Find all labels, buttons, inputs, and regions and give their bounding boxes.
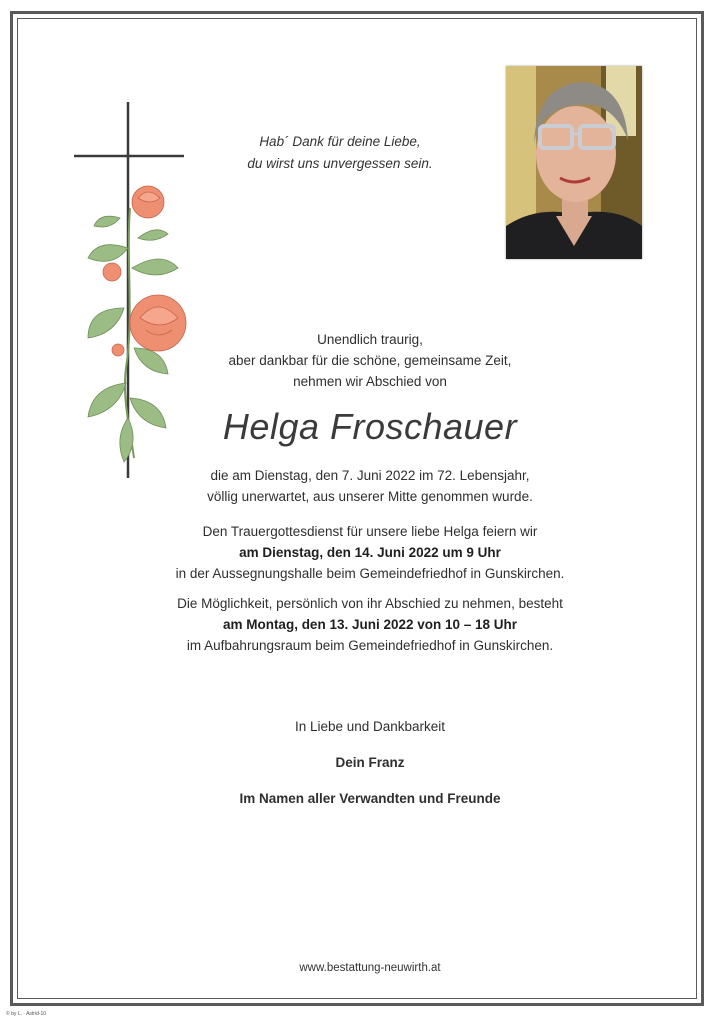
funeral-service-info [150, 521, 590, 584]
signature-family: Im Namen aller Verwandten und Freunde [239, 791, 501, 806]
viewing-line-1: Die Möglichkeit, persönlich von ihr Abschied zu nehmen, besteht [177, 596, 563, 611]
closing-phrase: In Liebe und Dankbarkeit [294, 719, 446, 734]
viewing-date: am Montag, den 13. Juni 2022 von 10 – 18 Uhr [222, 617, 518, 632]
motto-quote [200, 131, 480, 175]
website-link[interactable]: www.bestattung-neuwirth.at [299, 962, 441, 974]
death-notice-line-2: völlig unerwartet, aus unserer Mitte genommen wurde. [207, 489, 533, 504]
deceased-name: Helga Froschauer [222, 406, 518, 447]
motto-line-2: du wirst uns unvergessen sein. [247, 156, 433, 171]
footer-credit: © by L. · Astrid-10 [6, 1011, 47, 1017]
death-notice [150, 465, 590, 507]
intro-line-3: nehmen wir Abschied von [293, 374, 447, 389]
portrait-photo [506, 66, 642, 259]
service-line-3: in der Aussegnungshalle beim Gemeindefriedhof in Gunskirchen. [175, 566, 565, 581]
viewing-info [150, 593, 590, 656]
signature: Dein Franz [335, 755, 405, 770]
intro-text [180, 329, 560, 392]
death-notice-line-1: die am Dienstag, den 7. Juni 2022 im 72. Lebensjahr, [210, 468, 530, 483]
service-date: am Dienstag, den 14. Juni 2022 um 9 Uhr [239, 545, 501, 560]
service-line-1: Den Trauergottesdienst für unsere liebe Helga feiern wir [202, 524, 538, 539]
motto-line-1: Hab´ Dank für deine Liebe, [259, 134, 421, 149]
viewing-line-3: im Aufbahrungsraum beim Gemeindefriedhof in Gunskirchen. [186, 638, 554, 653]
intro-line-1: Unendlich traurig, [317, 332, 423, 347]
intro-line-2: aber dankbar für die schöne, gemeinsame Zeit, [228, 353, 512, 368]
